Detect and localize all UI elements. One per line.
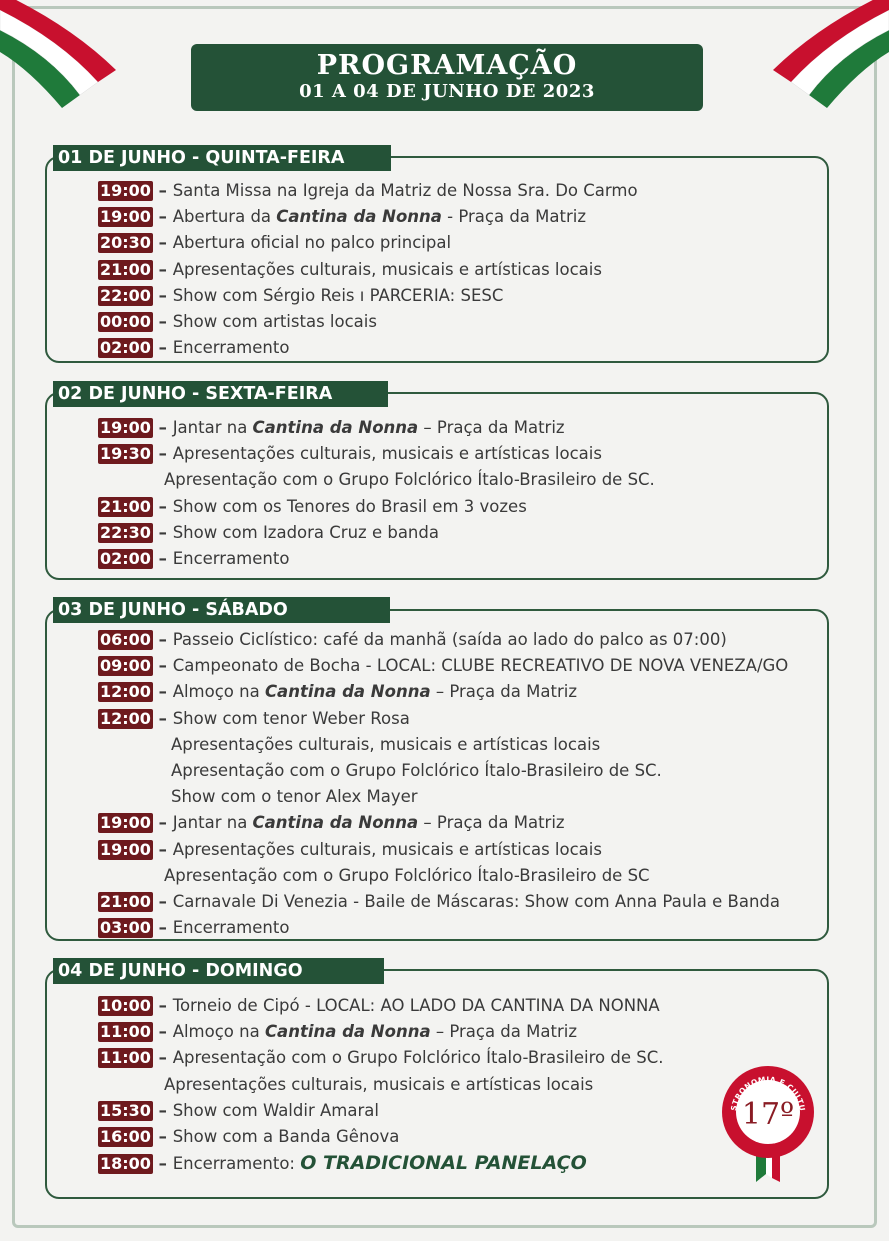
event-text-suffix: – Praça da Matriz <box>430 1022 577 1042</box>
time-badge: 16:00 <box>100 1126 151 1146</box>
day-3-schedule <box>98 627 788 941</box>
dash-separator: – <box>152 259 173 279</box>
event-text: Jantar na <box>172 813 253 833</box>
day-2-heading: 02 DE JUNHO - SEXTA-FEIRA <box>53 381 388 407</box>
schedule-row <box>98 441 655 467</box>
dash-separator: – <box>152 1022 173 1042</box>
dash-separator: – <box>152 839 173 859</box>
venue-emphasis: Cantina da Nonna <box>264 682 431 702</box>
event-text: Show com artistas locais <box>172 311 377 331</box>
event-text: Show com Sérgio Reis ı PARCERIA: SESC <box>172 285 504 305</box>
time-badge: 06:00 <box>100 630 151 649</box>
program-title: PROGRAMAÇÃO <box>316 50 578 81</box>
dash-separator: – <box>152 311 173 331</box>
event-continuation: Apresentações culturais, musicais e artísticas locais <box>164 1074 594 1094</box>
time-badge: 03:00 <box>100 918 151 938</box>
schedule-row <box>98 837 788 863</box>
schedule-row <box>98 309 638 335</box>
schedule-row <box>98 467 655 493</box>
time-badge: 19:00 <box>100 181 151 200</box>
gastronomia-cultura-seal <box>716 1066 820 1184</box>
event-text: Show com Izadora Cruz e banda <box>172 522 439 542</box>
program-header <box>191 44 703 111</box>
event-text: Apresentações culturais, musicais e artísticas locais <box>172 259 602 279</box>
event-continuation: Apresentações culturais, musicais e artísticas locais <box>171 734 601 754</box>
schedule-row <box>98 178 638 204</box>
schedule-row <box>98 1019 664 1045</box>
schedule-row <box>98 1098 664 1124</box>
event-text-suffix: – Praça da Matriz <box>418 813 565 833</box>
schedule-row <box>98 494 655 520</box>
event-continuation: Show com o tenor Alex Mayer <box>171 787 418 807</box>
time-badge: 12:00 <box>100 682 151 702</box>
schedule-row <box>98 758 788 784</box>
dash-separator: – <box>152 207 173 227</box>
time-badge: 22:00 <box>100 285 151 305</box>
dash-separator: – <box>152 996 173 1015</box>
schedule-row <box>98 993 664 1019</box>
dash-separator: – <box>152 891 173 911</box>
schedule-row <box>98 335 638 361</box>
schedule-row <box>98 653 788 679</box>
dash-separator: – <box>152 1100 173 1120</box>
time-badge: 18:00 <box>100 1154 151 1174</box>
event-text: Encerramento: <box>172 1154 301 1174</box>
venue-emphasis: Cantina da Nonna <box>252 418 419 437</box>
time-badge: 22:30 <box>100 522 151 542</box>
day-3-heading: 03 DE JUNHO - SÁBADO <box>53 597 390 623</box>
schedule-row <box>98 230 638 256</box>
schedule-row <box>98 784 788 810</box>
schedule-row <box>98 1072 664 1098</box>
dash-separator: – <box>152 285 173 305</box>
dash-separator: – <box>152 496 173 516</box>
time-badge: 11:00 <box>100 1048 151 1068</box>
dash-separator: – <box>152 181 173 200</box>
time-badge: 15:30 <box>100 1100 151 1120</box>
event-text: Jantar na <box>172 418 253 437</box>
event-text: Show com a Banda Gênova <box>172 1126 400 1146</box>
event-text: Encerramento <box>172 918 290 938</box>
time-badge: 19:00 <box>100 813 151 833</box>
event-text: Torneio de Cipó - LOCAL: AO LADO DA CANTINA DA NONNA <box>172 996 660 1015</box>
time-badge: 21:00 <box>100 496 151 516</box>
event-text-suffix: – Praça da Matriz <box>430 682 577 702</box>
time-badge: 19:30 <box>100 444 151 464</box>
day-4-heading: 04 DE JUNHO - DOMINGO <box>53 958 384 984</box>
event-text: Apresentações culturais, musicais e artísticas locais <box>172 444 602 464</box>
schedule-row <box>98 915 788 941</box>
event-text: Show com tenor Weber Rosa <box>172 708 410 728</box>
dash-separator: – <box>152 233 173 253</box>
venue-emphasis: Cantina da Nonna <box>276 207 442 227</box>
dash-separator: – <box>152 1126 173 1146</box>
event-text: Apresentações culturais, musicais e artísticas locais <box>172 839 602 859</box>
dash-separator: – <box>152 708 173 728</box>
program-dates: 01 A 04 DE JUNHO DE 2023 <box>299 81 595 102</box>
dash-separator: – <box>152 418 173 437</box>
event-text: Santa Missa na Igreja da Matriz de Nossa Sra. Do Carmo <box>172 181 638 200</box>
schedule-row <box>98 679 788 705</box>
time-badge: 12:00 <box>100 708 151 728</box>
event-continuation: Apresentação com o Grupo Folclórico Ítalo-Brasileiro de SC. <box>171 760 662 780</box>
event-text: Passeio Ciclístico: café da manhã (saída ao lado do palco as 07:00) <box>172 630 727 649</box>
dash-separator: – <box>152 548 173 568</box>
dash-separator: – <box>152 813 173 833</box>
schedule-row <box>98 1124 664 1150</box>
event-text: Carnavale Di Venezia - Baile de Máscaras: Show com Anna Paula e Banda <box>172 891 781 911</box>
dash-separator: – <box>152 522 173 542</box>
event-text-suffix: - Praça da Matriz <box>441 207 587 227</box>
time-badge: 21:00 <box>100 259 151 279</box>
time-badge: 19:00 <box>100 207 151 227</box>
schedule-row <box>98 283 638 309</box>
schedule-row <box>98 204 638 230</box>
time-badge: 00:00 <box>100 311 151 331</box>
event-text: Almoço na <box>172 1022 265 1042</box>
day-1-schedule <box>98 178 638 361</box>
event-text: Encerramento <box>172 548 290 568</box>
time-badge: 19:00 <box>100 418 151 437</box>
event-text: Almoço na <box>172 682 265 702</box>
schedule-row <box>98 627 788 653</box>
dash-separator: – <box>152 682 173 702</box>
dash-separator: – <box>152 1154 173 1174</box>
time-badge: 02:00 <box>100 338 151 358</box>
event-text: Abertura oficial no palco principal <box>172 233 452 253</box>
event-text: Abertura da <box>172 207 277 227</box>
schedule-row <box>98 706 788 732</box>
event-continuation: Apresentação com o Grupo Folclórico Ítalo-Brasileiro de SC <box>164 865 650 885</box>
schedule-row <box>98 732 788 758</box>
dash-separator: – <box>152 656 173 676</box>
time-badge: 09:00 <box>100 656 151 676</box>
time-badge: 10:00 <box>100 996 151 1015</box>
time-badge: 02:00 <box>100 548 151 568</box>
event-text: Campeonato de Bocha - LOCAL: CLUBE RECREATIVO DE NOVA VENEZA/GO <box>172 656 789 676</box>
event-text: Show com Waldir Amaral <box>172 1100 379 1120</box>
seal-arc-text: STRONOMIA E CULTU <box>729 1074 807 1112</box>
time-badge: 20:30 <box>100 233 151 253</box>
dash-separator: – <box>152 1048 173 1068</box>
day-1-heading: 01 DE JUNHO - QUINTA-FEIRA <box>53 145 391 171</box>
seal-number: 17º <box>741 1097 795 1132</box>
schedule-row <box>98 863 788 889</box>
event-text-suffix: – Praça da Matriz <box>418 418 565 437</box>
event-continuation: Apresentação com o Grupo Folclórico Ítalo-Brasileiro de SC. <box>164 470 655 490</box>
schedule-row <box>98 1045 664 1071</box>
venue-emphasis: Cantina da Nonna <box>252 813 419 833</box>
time-badge: 11:00 <box>100 1022 151 1042</box>
dash-separator: – <box>152 630 173 649</box>
time-badge: 19:00 <box>100 839 151 859</box>
event-text: Encerramento <box>172 338 290 358</box>
italian-flag-ribbon-right <box>739 0 889 110</box>
day-4-schedule <box>98 993 664 1176</box>
dash-separator: – <box>152 918 173 938</box>
venue-emphasis: Cantina da Nonna <box>264 1022 431 1042</box>
day-2-schedule <box>98 415 655 572</box>
time-badge: 21:00 <box>100 891 151 911</box>
schedule-row <box>98 1150 664 1176</box>
schedule-row <box>98 810 788 836</box>
italian-flag-ribbon-left <box>0 0 150 110</box>
schedule-row <box>98 415 655 441</box>
schedule-row <box>98 520 655 546</box>
schedule-row <box>98 889 788 915</box>
dash-separator: – <box>152 444 173 464</box>
schedule-row <box>98 257 638 283</box>
event-text: Apresentação com o Grupo Folclórico Ítalo-Brasileiro de SC. <box>172 1048 664 1068</box>
closing-highlight: O TRADICIONAL PANELAÇO <box>300 1152 587 1175</box>
dash-separator: – <box>152 338 173 358</box>
event-text: Show com os Tenores do Brasil em 3 vozes <box>172 496 527 516</box>
schedule-row <box>98 546 655 572</box>
